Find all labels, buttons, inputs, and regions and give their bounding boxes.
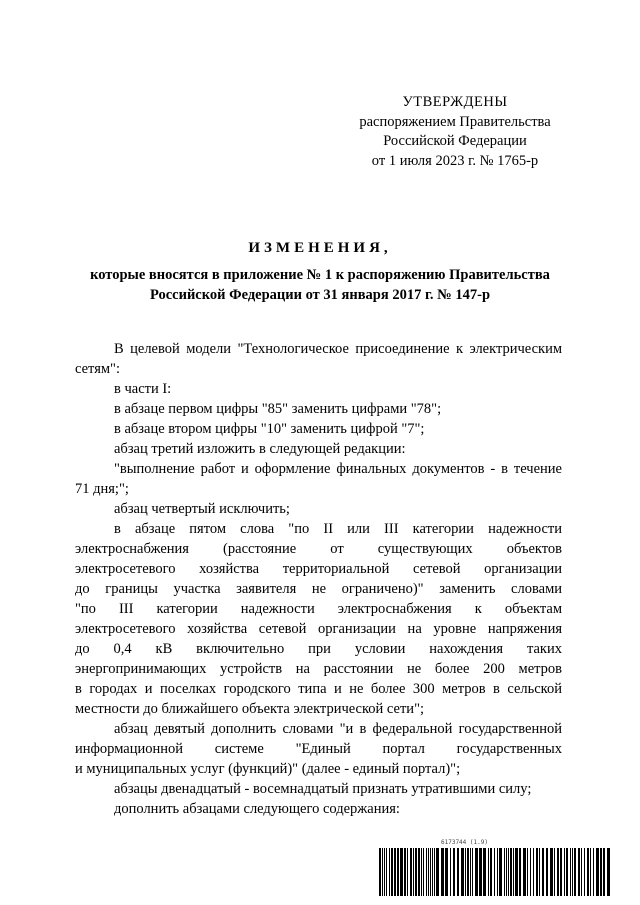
subtitle-line: которые вносятся в приложение № 1 к распоряжению Правительства — [90, 267, 550, 283]
paragraph-line: до 0,4 кВ включительно при условии нахождения таких — [75, 641, 562, 657]
paragraph: дополнить абзацами следующего содержания: — [114, 801, 400, 817]
paragraph-line: в абзаце пятом слова "по II или III категории надежности — [114, 521, 562, 537]
paragraph: в абзаце первом цифры "85" заменить цифрами "78"; — [114, 401, 442, 417]
paragraph-line: энергопринимающих устройств на расстоянии не более 200 метров — [75, 661, 562, 677]
paragraph-line: и муниципальных услуг (функций)" (далее - единый портал)"; — [75, 761, 461, 777]
approval-block — [330, 93, 580, 171]
paragraph-line: местности до ближайшего объекта электрической сети"; — [75, 701, 425, 717]
paragraph-line: абзац девятый дополнить словами "и в федеральной государственной — [114, 721, 562, 737]
paragraph-line: В целевой модели "Технологическое присоединение к электрическим — [114, 341, 562, 357]
paragraph-line: "выполнение работ и оформление финальных документов - в течение — [114, 461, 562, 477]
approval-line: распоряжением Правительства — [359, 113, 551, 130]
paragraph: в части I: — [114, 381, 172, 397]
document-title: ИЗМЕНЕНИЯ, — [248, 240, 392, 256]
paragraph-line: электросетевого хозяйства территориальной сетевой организации — [75, 561, 562, 577]
paragraph-line: электроснабжения (расстояние от существующих объектов — [75, 541, 562, 557]
paragraph-line: информационной системе "Единый портал государственных — [75, 741, 562, 757]
paragraph: абзацы двенадцатый - восемнадцатый признать утратившими силу; — [114, 781, 532, 797]
approval-heading: УТВЕРЖДЕНЫ — [402, 94, 508, 110]
paragraph: абзац четвертый исключить; — [114, 501, 290, 517]
paragraph-line: до границы участка заявителя не ограничено)" заменить словами — [75, 581, 562, 597]
barcode-icon — [378, 848, 610, 896]
approval-date-line: от 1 июля 2023 г. № 1765-р — [371, 152, 539, 169]
barcode-label: 6173744 (1.9) — [441, 839, 488, 846]
document-subtitle — [60, 265, 580, 305]
paragraph: в абзаце втором цифры "10" заменить цифрой "7"; — [114, 421, 425, 437]
approval-line: Российской Федерации — [383, 133, 527, 149]
paragraph-line: электросетевого хозяйства сетевой организации на уровне напряжения — [75, 621, 562, 637]
paragraph-line: 71 дня;"; — [75, 481, 129, 497]
paragraph-line: "по III категории надежности электроснабжения к объектам — [75, 601, 562, 617]
subtitle-line: Российской Федерации от 31 января 2017 г. № 147-р — [149, 287, 491, 303]
paragraph-line: в городах и поселках городского типа и не более 300 метров в сельской — [75, 681, 562, 697]
barcode-block — [378, 838, 610, 896]
paragraph-line: сетям": — [75, 361, 120, 377]
paragraph: абзац третий изложить в следующей редакции: — [114, 441, 406, 457]
document-body — [75, 339, 562, 819]
